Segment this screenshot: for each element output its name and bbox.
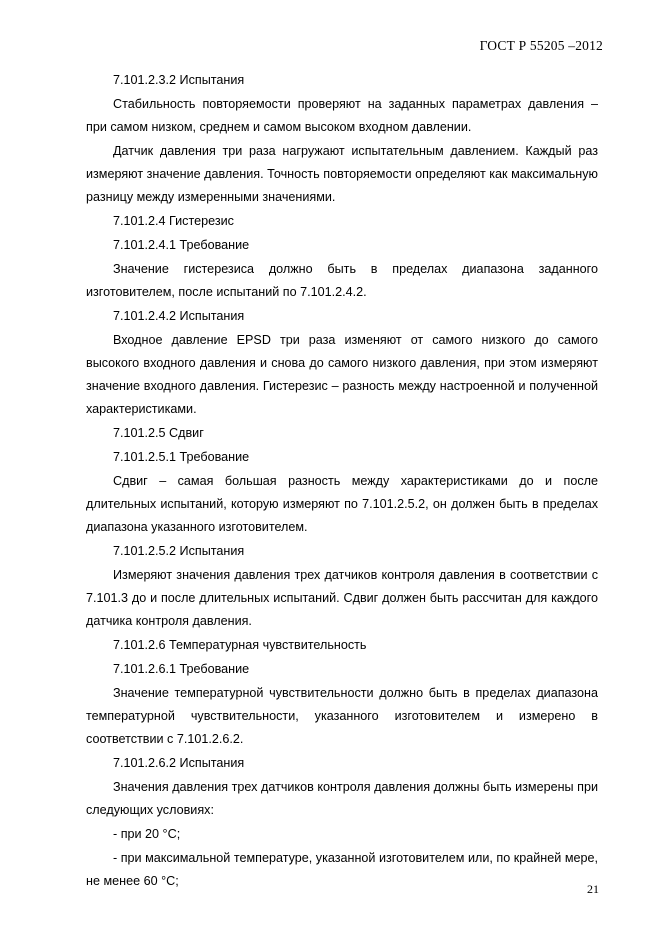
section-heading: 7.101.2.4 Гистерезис — [113, 214, 234, 228]
document-body — [86, 69, 598, 894]
section-heading: 7.101.2.4.1 Требование — [113, 238, 250, 252]
section-heading: 7.101.2.5.2 Испытания — [113, 544, 245, 558]
section-heading: 7.101.2.6.1 Требование — [113, 662, 250, 676]
paragraph: Значение температурной чувствительности должно быть в пределах диапазона температурной чувствительности, указанного изготовителем и измерено в соответствии с 7.101.2.6.2. — [86, 686, 598, 746]
section-heading: 7.101.2.5.1 Требование — [113, 450, 250, 464]
section-heading: 7.101.2.3.2 Испытания — [113, 73, 245, 87]
section-heading: 7.101.2.5 Сдвиг — [113, 426, 204, 440]
section-heading: 7.101.2.6 Температурная чувствительность — [113, 638, 367, 652]
standard-header: ГОСТ Р 55205 –2012 — [479, 38, 603, 53]
paragraph: Датчик давления три раза нагружают испытательным давлением. Каждый раз измеряют значение давления. Точность повторяемости определяют как максимальную разницу между измеренными значениями. — [86, 144, 598, 204]
section-heading: 7.101.2.4.2 Испытания — [113, 309, 245, 323]
list-item: - при максимальной температуре, указанной изготовителем или, по крайней мере, не менее 60 °С; — [86, 851, 598, 888]
paragraph: Значение гистерезиса должно быть в пределах диапазона заданного изготовителем, после испытаний по 7.101.2.4.2. — [86, 262, 598, 299]
section-heading: 7.101.2.6.2 Испытания — [113, 756, 245, 770]
paragraph: Сдвиг – самая большая разность между характеристиками до и после длительных испытаний, которую измеряют по 7.101.2.5.2, он должен быть в пределах диапазона указанного изготовителем. — [86, 474, 598, 534]
paragraph: Стабильность повторяемости проверяют на заданных параметрах давления – при самом низком, среднем и самом высоком входном давлении. — [86, 97, 598, 134]
paragraph: Входное давление EPSD три раза изменяют от самого низкого до самого высокого входного давления и снова до самого низкого давления, при этом измеряют значение входного давления. Гистерезис – разность между настроенной и полученной характеристиками. — [86, 333, 598, 416]
paragraph: Значения давления трех датчиков контроля давления должны быть измерены при следующих условиях: — [86, 780, 598, 817]
paragraph: Измеряют значения давления трех датчиков контроля давления в соответствии с 7.101.3 до и после длительных испытаний. Сдвиг должен быть рассчитан для каждого датчика контроля давления. — [86, 568, 598, 628]
list-item: - при 20 °С; — [113, 827, 181, 841]
page-number: 21 — [587, 882, 599, 896]
